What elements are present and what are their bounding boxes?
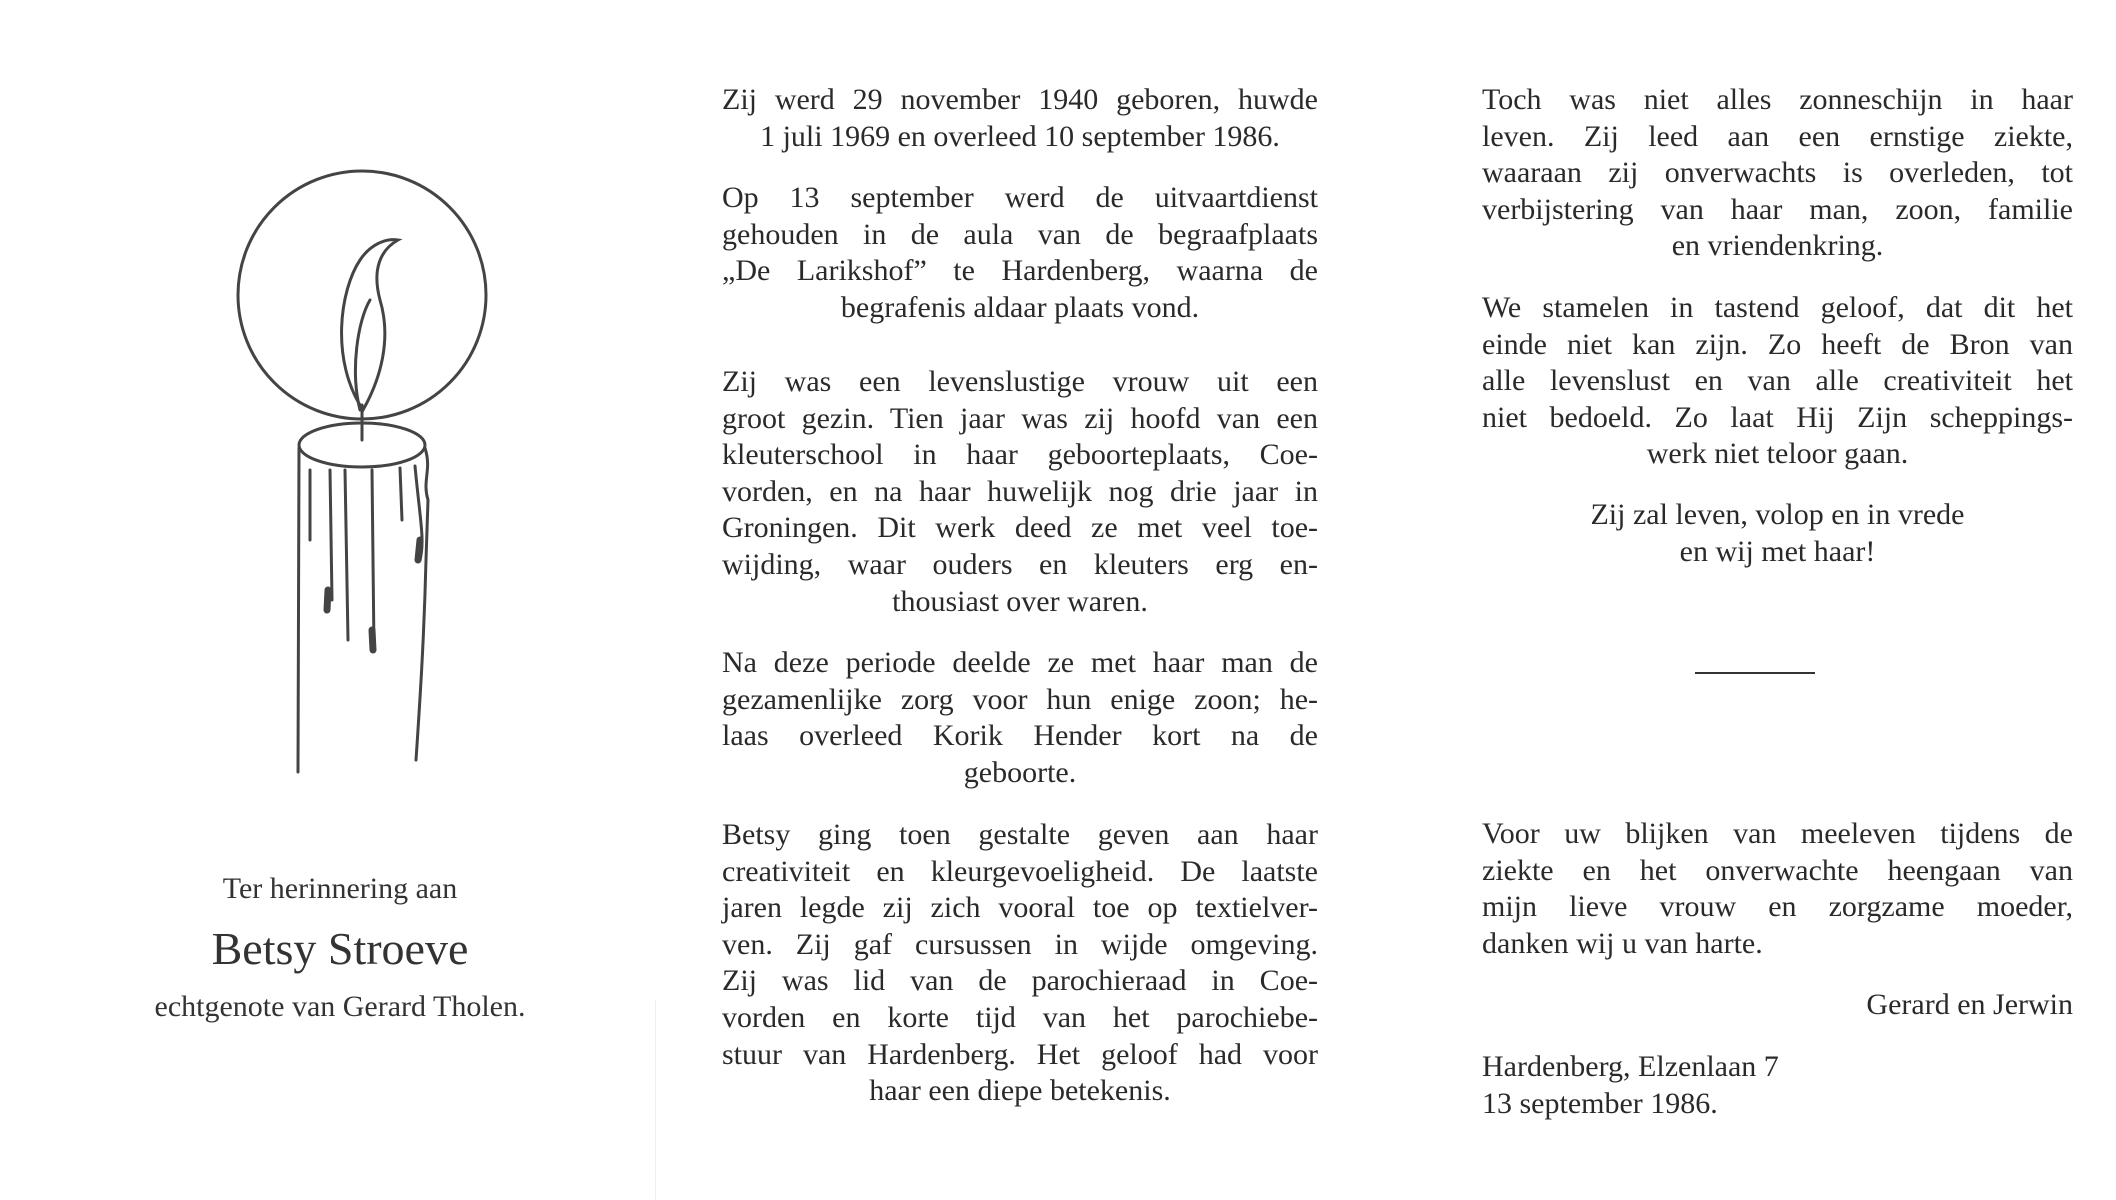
right-column — [1482, 0, 2073, 1200]
text-line: ziekte en het onverwachte heengaan van — [1482, 853, 2073, 887]
paragraph-dates — [722, 82, 1318, 155]
text-line: Toch was niet alles zonneschijn in haar — [1482, 83, 2073, 116]
separator-line — [1695, 672, 1815, 674]
paragraph-life — [722, 364, 1318, 620]
text-line: Na deze periode deelde ze met haar man de — [722, 646, 1318, 679]
text-line: Voor uw blijken van meeleven tijdens de — [1482, 817, 2073, 850]
text-line: vorden, en na haar huwelijk nog drie jaar in — [722, 474, 1318, 508]
text-line: haar een diepe betekenis. — [869, 1074, 1171, 1108]
text-line: stuur van Hardenberg. Het geloof had voor — [722, 1037, 1318, 1071]
text-line: werk niet teloor gaan. — [1646, 437, 1909, 471]
text-line: Op 13 september werd de uitvaartdienst — [722, 181, 1318, 214]
text-line: Betsy ging toen gestalte geven aan haar — [722, 818, 1318, 851]
text-line: gezamenlijke zorg voor hun enige zoon; he- — [722, 682, 1318, 716]
halo-circle — [238, 171, 486, 419]
text-line: „De Larikshof” te Hardenberg, waarna de — [722, 254, 1318, 288]
place-date — [1482, 1049, 2073, 1122]
text-line: laas overleed Korik Hender kort na de — [722, 719, 1318, 753]
text-line: mijn lieve vrouw en zorgzame moeder, — [1482, 890, 2073, 924]
text-line: thousiast over waren. — [892, 584, 1148, 618]
paragraph-creativity — [722, 817, 1318, 1110]
remembrance-intro: Ter herinnering aan — [222, 872, 458, 905]
text-line: en vriendenkring. — [1671, 229, 1884, 263]
text-line: einde niet kan zijn. Zo heeft de Bron van — [1482, 327, 2073, 361]
text-line: vorden en korte tijd van het parochiebe- — [722, 1000, 1318, 1034]
text-line: Groningen. Dit werk deed ze met veel toe- — [722, 511, 1318, 545]
text-line: ven. Zij gaf cursussen in wijde omgeving. — [722, 927, 1318, 961]
text-line: geboorte. — [963, 755, 1077, 789]
signature — [1482, 987, 2073, 1024]
spouse-line: echtgenote van Gerard Tholen. — [154, 990, 526, 1023]
paragraph-thanks — [1482, 816, 2073, 962]
text-line: niet bedoeld. Zo laat Hij Zijn scheppings- — [1482, 400, 2073, 434]
text-line: leven. Zij leed aan een ernstige ziekte, — [1482, 119, 2073, 153]
text-line: danken wij u van harte. — [1482, 926, 1763, 960]
candle-drawing — [0, 0, 700, 820]
paragraph-son — [722, 645, 1318, 791]
paragraph-illness — [1482, 82, 2073, 265]
address: Hardenberg, Elzenlaan 7 — [1482, 1050, 1779, 1083]
text-line: kleuterschool in haar geboorteplaats, Coe- — [722, 438, 1318, 472]
middle-column — [722, 0, 1318, 1200]
candle-body — [298, 448, 428, 772]
text-line: We stamelen in tastend geloof, dat dit het — [1482, 291, 2073, 324]
text-line: Zij was lid van de parochieraad in Coe- — [722, 964, 1318, 998]
text-line: Zij was een levenslustige vrouw uit een — [722, 365, 1318, 398]
text-line: en wij met haar! — [1679, 534, 1876, 568]
paragraph-funeral — [722, 180, 1318, 326]
signature-names: Gerard en Jerwin — [1866, 988, 2073, 1021]
text-line: 1 juli 1969 en overleed 10 september 1986. — [760, 119, 1280, 153]
text-line: alle levenslust en van alle creativiteit het — [1482, 364, 2073, 398]
text-line: Zij zal leven, volop en in vrede — [1590, 498, 1965, 531]
paragraph-peace — [1482, 497, 2073, 570]
text-line: jaren legde zij zich vooral toe op textielver- — [722, 891, 1318, 925]
text-line: Zij werd 29 november 1940 geboren, huwde — [722, 83, 1318, 116]
text-line: gehouden in de aula van de begraafplaats — [722, 217, 1318, 251]
text-line: verbijstering van haar man, zoon, familie — [1482, 192, 2073, 226]
paragraph-faith — [1482, 290, 2073, 473]
deceased-name: Betsy Stroeve — [211, 923, 469, 974]
text-line: waaraan zij onverwachts is overleden, tot — [1482, 156, 2073, 190]
date: 13 september 1986. — [1482, 1086, 1718, 1120]
text-line: groot gezin. Tien jaar was zij hoofd van een — [722, 401, 1318, 435]
text-line: wijding, waar ouders en kleuters erg en- — [722, 547, 1318, 581]
fold-line — [655, 1000, 656, 1200]
text-line: creativiteit en kleurgevoeligheid. De laatste — [722, 854, 1318, 888]
flame-icon — [342, 240, 398, 410]
text-line: begrafenis aldaar plaats vond. — [840, 290, 1200, 324]
